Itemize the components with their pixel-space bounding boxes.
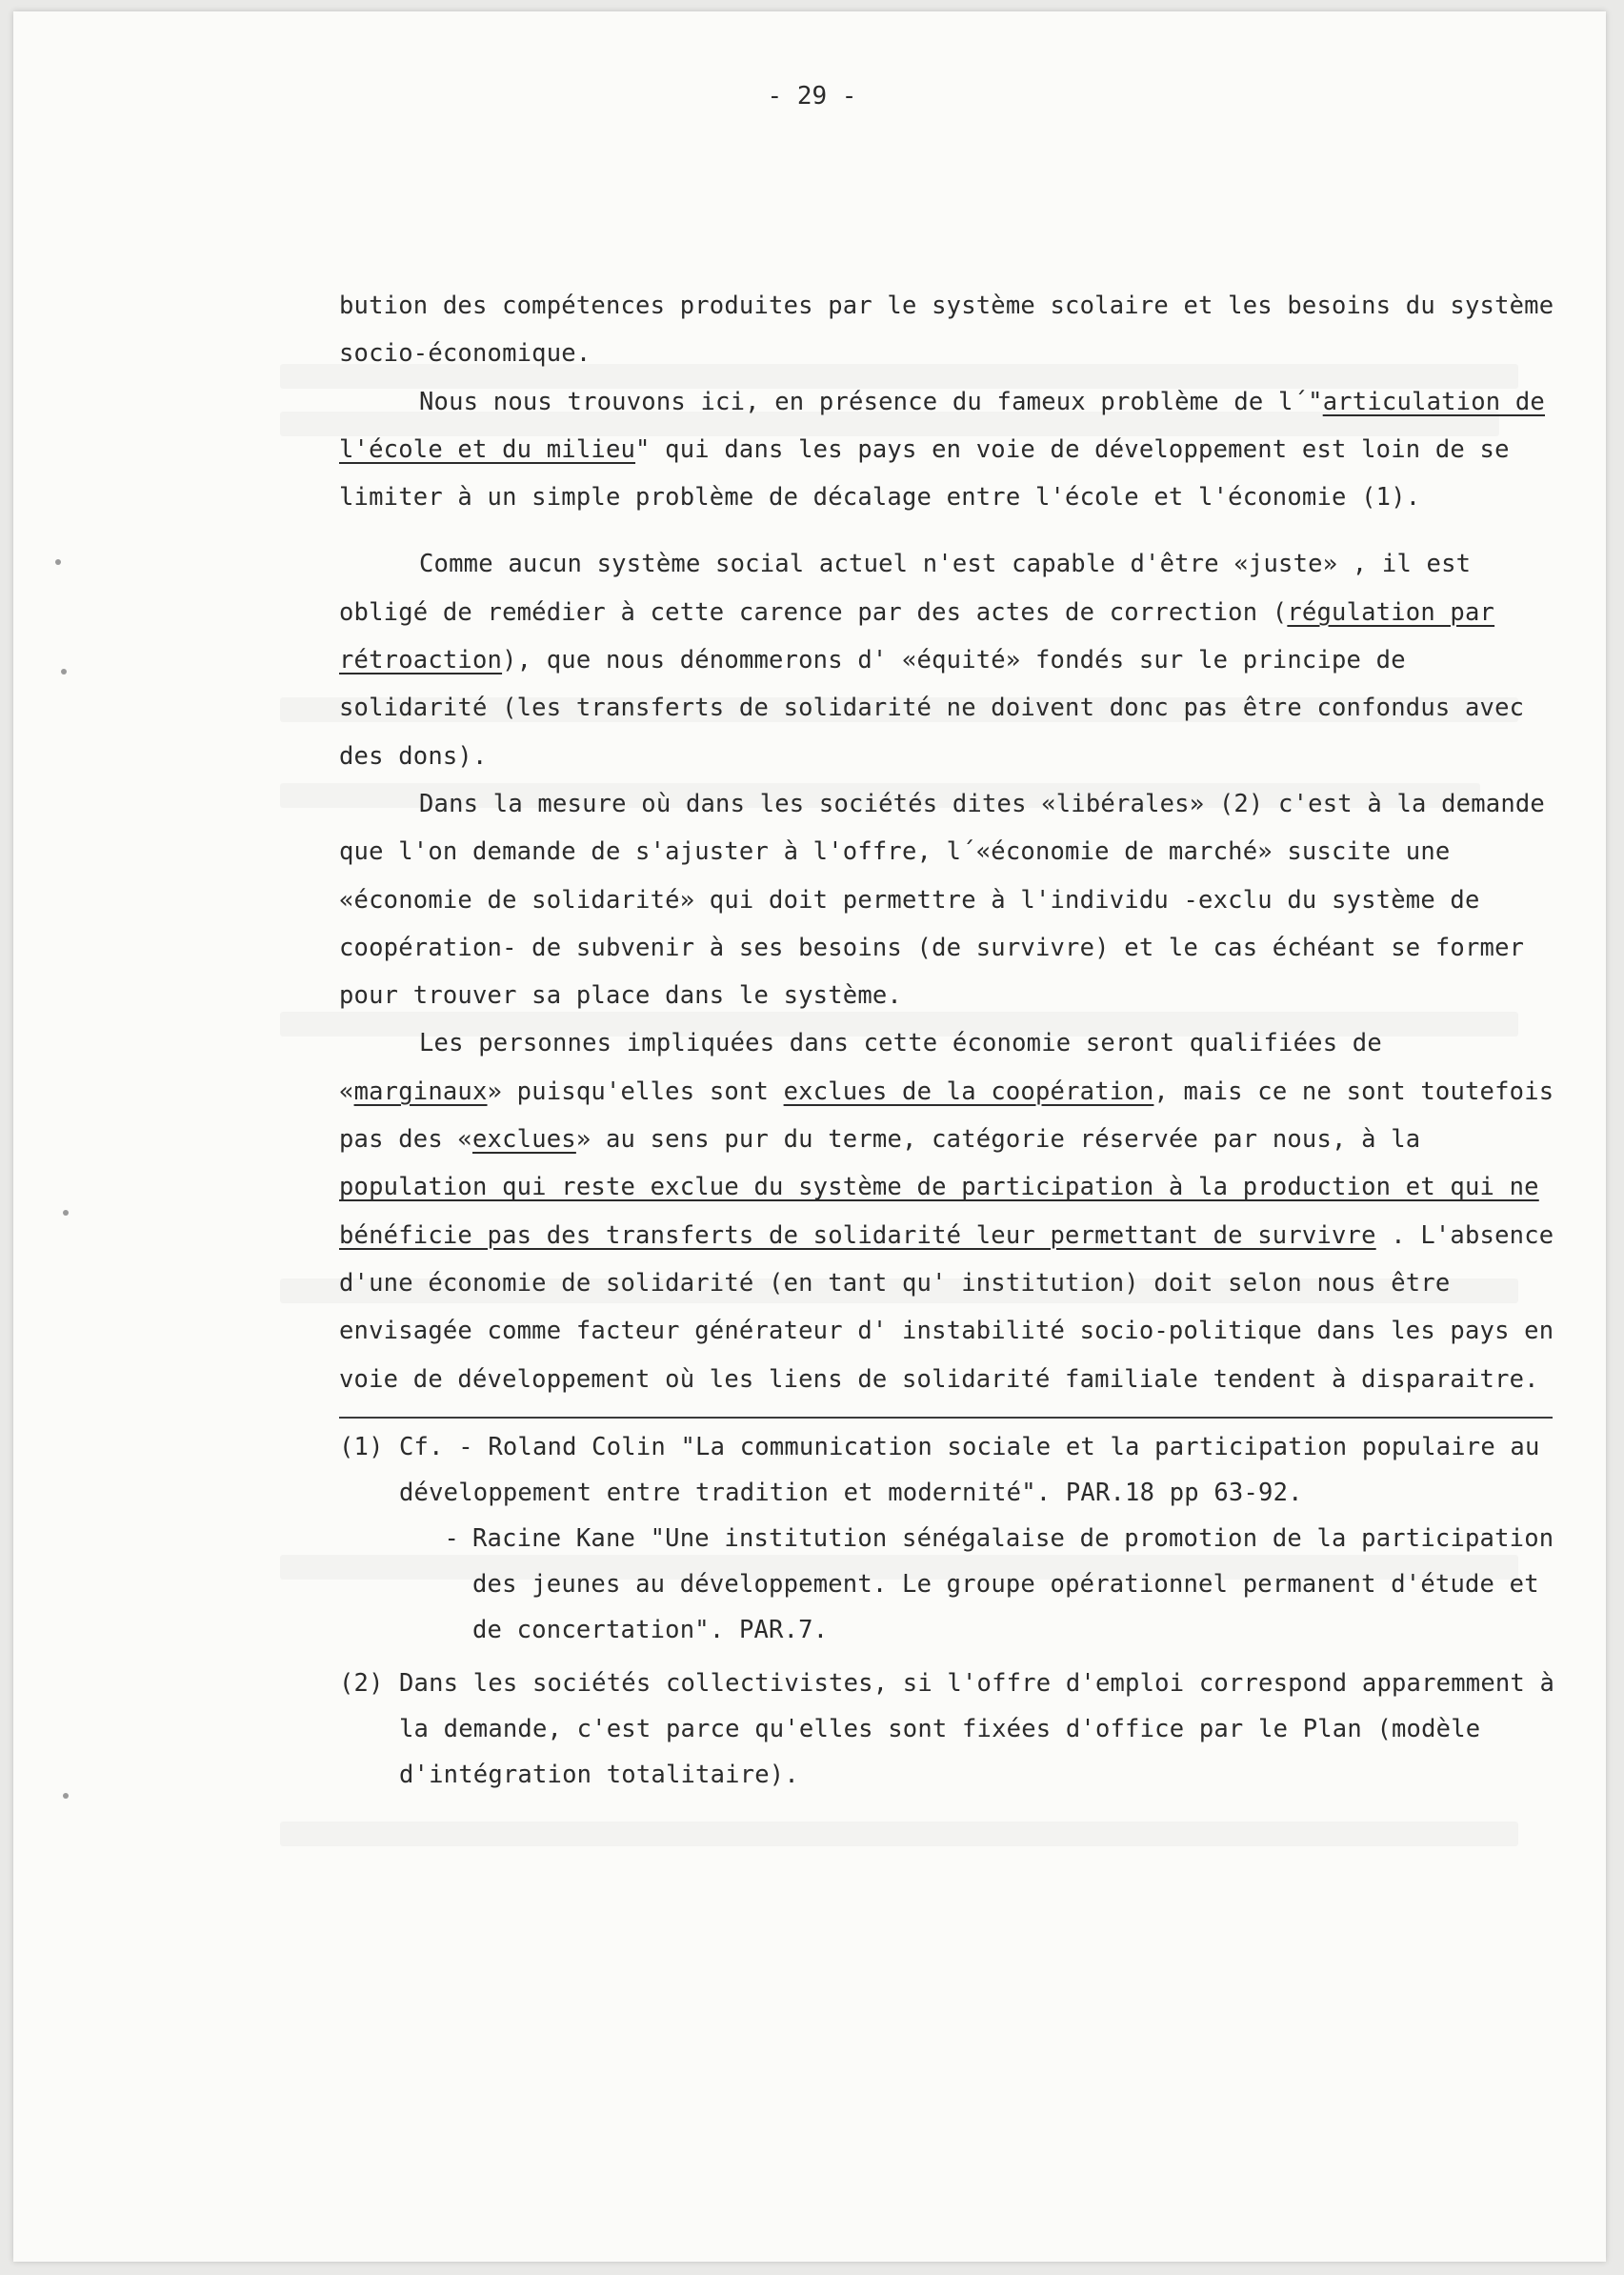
paragraph-3 — [339, 540, 1558, 779]
binder-hole-mark — [55, 559, 61, 565]
paragraph-text: Dans la mesure où dans les sociétés dites «libérales» (2) c'est à la demande que l'on demande de s'ajuster à l'offre, l´«économie de marché» suscite une «économie de solidarité» qui doit permettre à l'individu -exclu du système de coopération- de subvenir à ses besoins (de survivre) et le cas échéant se former pour trouver sa place dans le système. — [339, 789, 1545, 1011]
binder-hole-mark — [63, 1793, 69, 1799]
paragraph-text: » puisqu'elles sont — [487, 1077, 784, 1106]
paragraph-2 — [339, 378, 1558, 522]
paragraph-1 — [339, 282, 1558, 378]
underlined-phrase: articulation de l'école et du milieu — [339, 387, 1545, 464]
footnote-text: Dans les sociétés collectivistes, si l'offre d'emploi correspond apparemment à la demande, c'est parce qu'elles sont fixées d'office par le Plan (modèle d'intégration totalitaire). — [399, 1668, 1555, 1789]
paragraph-text: Nous nous trouvons ici, en présence du fameux problème de l´" — [419, 387, 1323, 416]
paragraph-text: . L'absence d'une économie de solidarité (en tant qu' institution) doit selon nous être envisagée comme facteur générateur d' instabilité socio-politique dans les pays en voie de développement où les liens de solidarité familiale tendent à disparaitre. — [339, 1220, 1554, 1394]
footnote-2 — [339, 1661, 1558, 1798]
document-body — [339, 282, 1558, 1798]
footnote-marker: (2) — [339, 1668, 384, 1698]
binder-hole-mark — [63, 1210, 69, 1216]
paragraph-4 — [339, 780, 1558, 1019]
binder-hole-mark — [61, 669, 67, 674]
underlined-phrase: exclues de la coopération — [783, 1077, 1154, 1106]
paragraph-text: Les personnes impliquées dans cette économie seront qualifiées de « — [339, 1029, 1382, 1106]
footnote-dash: - — [444, 1523, 459, 1553]
paragraph-text: bution des compétences produites par le système scolaire et les besoins du système socio-économique. — [339, 292, 1554, 369]
paragraph-text: » au sens pur du terme, catégorie réservée par nous, à la — [575, 1125, 1421, 1155]
footnote-1 — [339, 1424, 1558, 1516]
paragraph-text: , mais ce ne sont toutefois pas des « — [339, 1077, 1554, 1155]
page-number: - 29 - — [767, 82, 857, 111]
paragraph-text: " qui dans les pays en voie de développement est loin de se limiter à un simple problème de décalage entre l'école et l'économie (1). — [339, 434, 1510, 513]
footnote-separator — [339, 1417, 1553, 1419]
paragraph-text: Comme aucun système social actuel n'est capable d'être «juste» , il est obligé de remédier à cette carence par des actes de correction ( — [339, 550, 1472, 627]
footnote-text: Racine Kane "Une institution sénégalaise de promotion de la participation des jeunes au développement. Le groupe opérationnel permanent d'étude et de concertation". PAR.7. — [472, 1523, 1554, 1644]
paragraph-5 — [339, 1019, 1558, 1402]
underlined-phrase: population qui reste exclue du système de participation à la production et qui ne bénéficie pas des transferts de solidarité leur permettant de survivre — [339, 1173, 1539, 1250]
paragraph-text: ), que nous dénommerons d' «équité» fondés sur le principe de solidarité (les transferts de solidarité ne doivent donc pas être confondus avec des dons). — [339, 646, 1525, 771]
underlined-phrase: régulation par rétroaction — [339, 597, 1495, 675]
underlined-phrase: marginaux — [353, 1077, 488, 1106]
footnote-marker: (1) — [339, 1432, 384, 1461]
footnote-1-continuation — [339, 1516, 1558, 1653]
footnotes — [339, 1424, 1558, 1798]
footnote-text: Cf. - Roland Colin "La communication sociale et la participation populaire au développement entre tradition et modernité". PAR.18 pp 63-92. — [399, 1432, 1540, 1507]
underlined-phrase: exclues — [471, 1125, 576, 1155]
